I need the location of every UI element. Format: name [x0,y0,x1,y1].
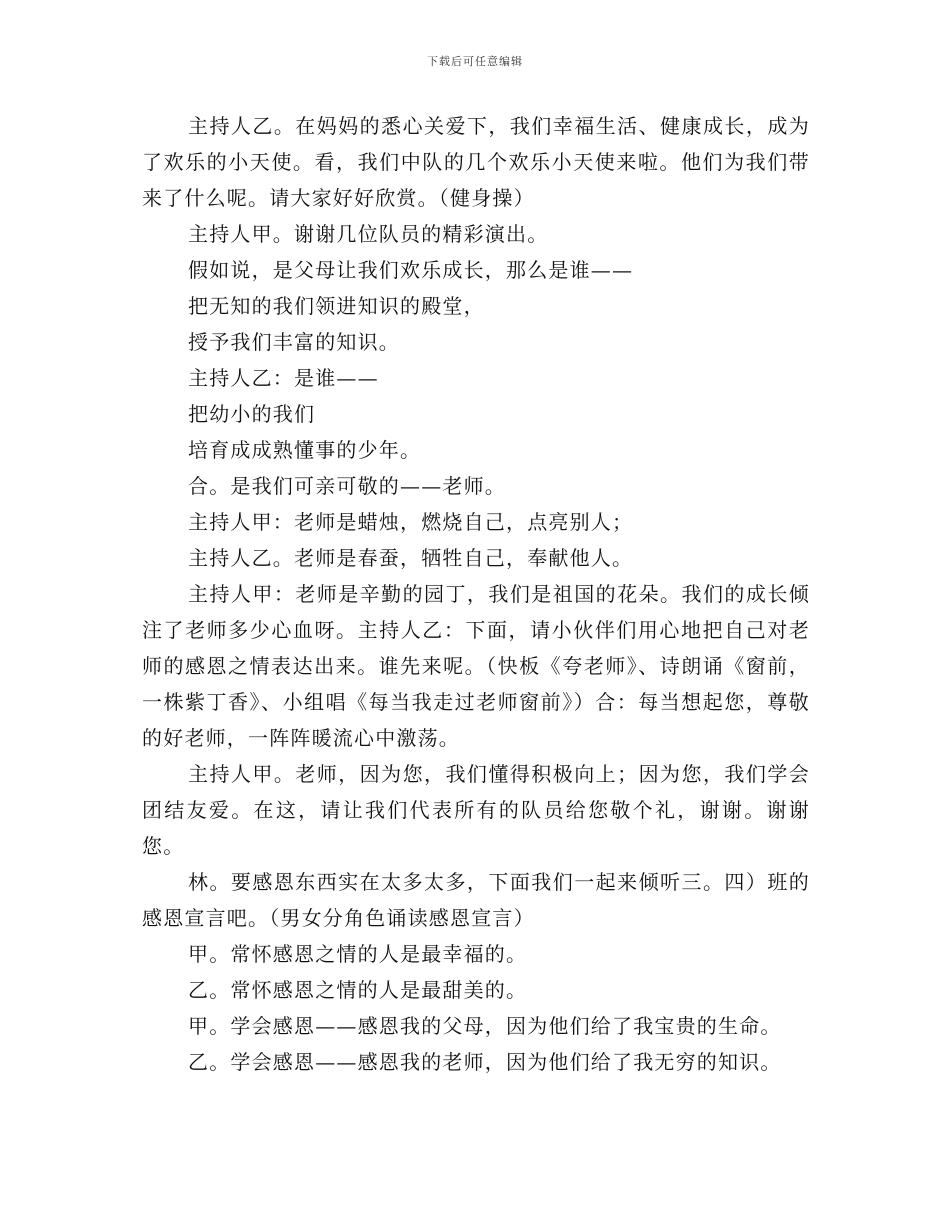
paragraph: 主持人甲：老师是辛勤的园丁，我们是祖国的花朵。我们的成长倾注了老师多少心血呀。主持人乙：下面，请小伙伴们用心地把自己对老师的感恩之情表达出来。谁先来呢。（快板《夸老师》、诗朗诵《窗前，一株紫丁香》、小组唱《每当我走过老师窗前》）合：每当想起您，尊敬的好老师，一阵阵暖流心中激荡。 [142,582,810,750]
paragraph: 主持人乙。老师是春蚕，牺牲自己，奉献他人。 [188,546,634,570]
paragraph: 假如说，是父母让我们欢乐成长，那么是谁—— [188,258,634,282]
document-body [142,108,810,1080]
paragraph: 甲。学会感恩——感恩我的父母，因为他们给了我宝贵的生命。 [188,1014,782,1038]
paragraph: 林。要感恩东西实在太多太多，下面我们一起来倾听三。四）班的感恩宣言吧。（男女分角色诵读感恩宣言） [142,870,810,930]
paragraph: 授予我们丰富的知识。 [188,330,400,354]
paragraph: 主持人甲。老师，因为您，我们懂得积极向上；因为您，我们学会团结友爱。在这，请让我们代表所有的队员给您敬个礼，谢谢。谢谢您。 [142,762,810,858]
paragraph: 把无知的我们领进知识的殿堂， [188,294,485,318]
paragraph: 主持人乙。在妈妈的悉心关爱下，我们幸福生活、健康成长，成为了欢乐的小天使。看，我们中队的几个欢乐小天使来啦。他们为我们带来了什么呢。请大家好好欣赏。（健身操） [142,114,810,210]
paragraph: 乙。常怀感恩之情的人是最甜美的。 [188,978,528,1002]
paragraph: 主持人甲。谢谢几位队员的精彩演出。 [188,222,549,246]
paragraph: 把幼小的我们 [188,402,316,426]
paragraph: 合。是我们可亲可敬的——老师。 [188,474,506,498]
paragraph: 培育成成熟懂事的少年。 [188,438,422,462]
paragraph: 甲。常怀感恩之情的人是最幸福的。 [188,942,528,966]
paragraph: 主持人甲：老师是蜡烛，燃烧自己，点亮别人； [188,510,634,534]
paragraph: 乙。学会感恩——感恩我的老师，因为他们给了我无穷的知识。 [188,1050,782,1074]
page-header: 下载后可任意编辑 [427,55,523,68]
paragraph: 主持人乙：是谁—— [188,366,379,390]
